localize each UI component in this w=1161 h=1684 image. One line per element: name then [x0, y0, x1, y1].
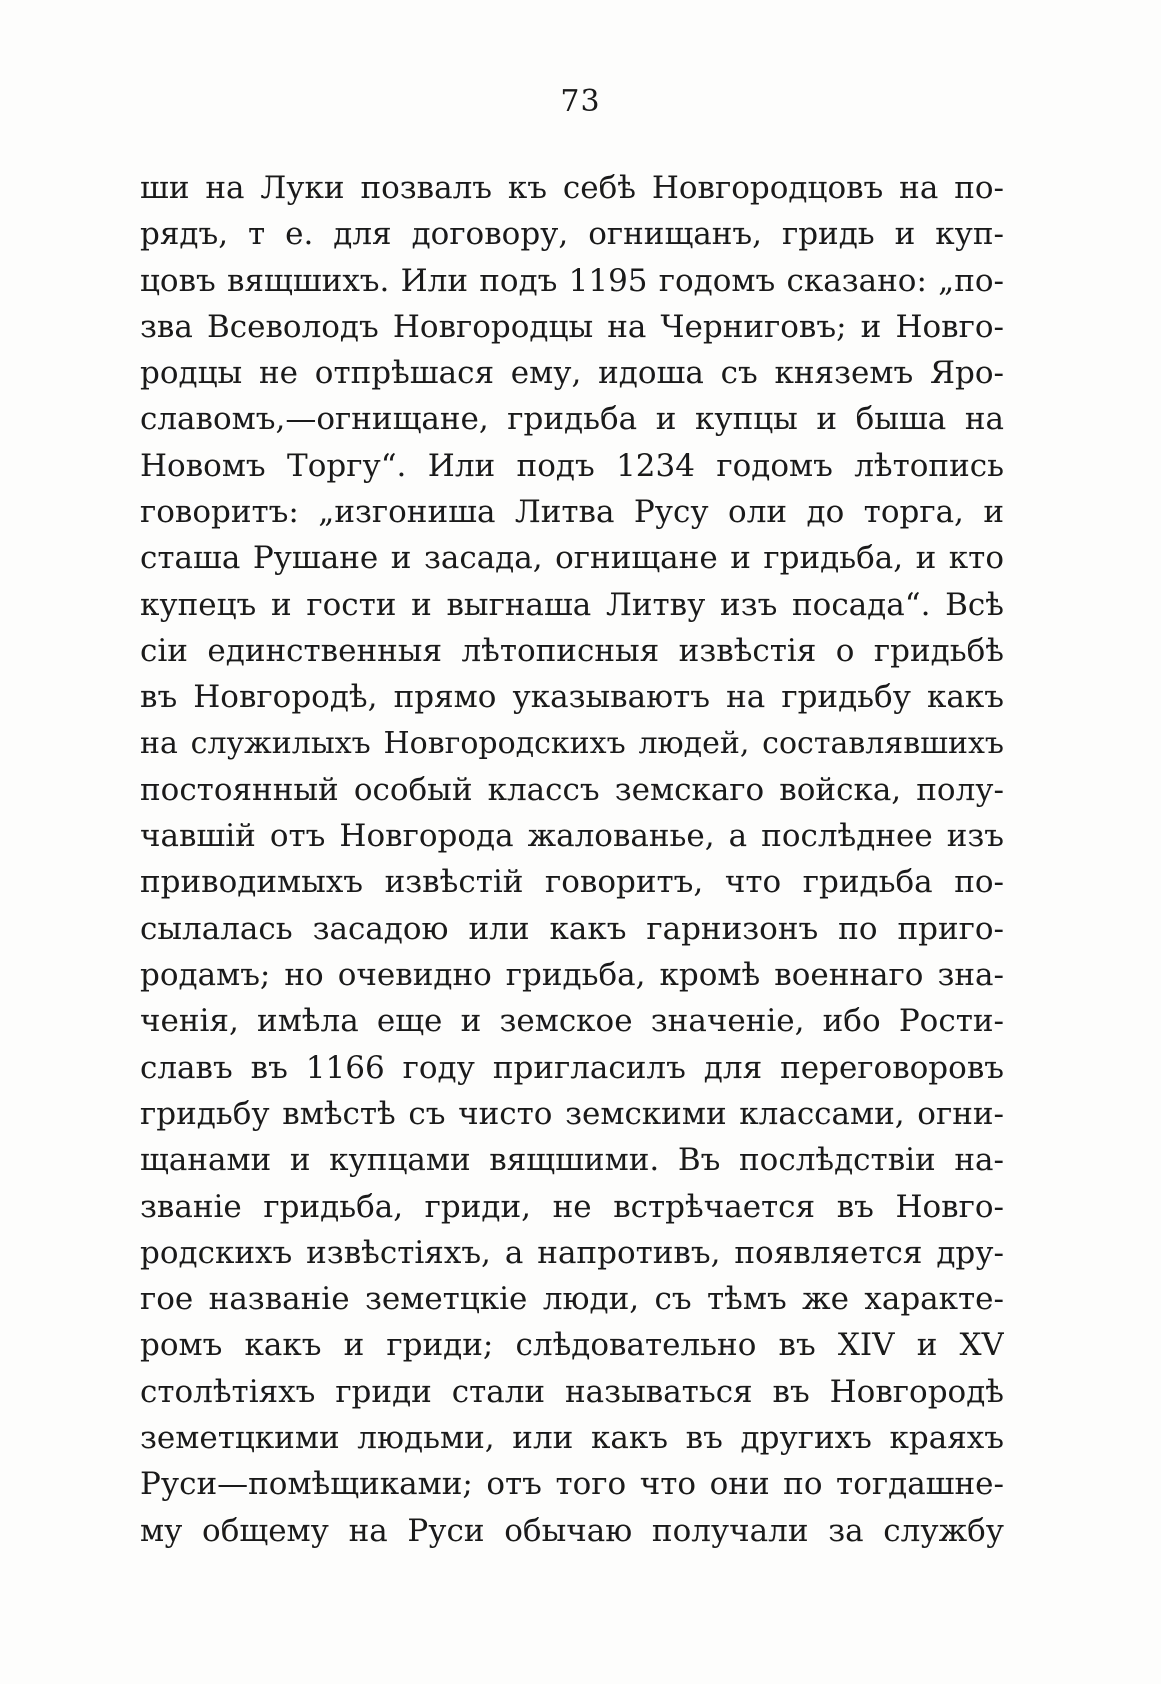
text-line: въ Новгородѣ, прямо указываютъ на гридьбу какъ: [140, 679, 1004, 716]
text-line: земетцкими людьми, или какъ въ другихъ краяхъ: [140, 1420, 1004, 1457]
text-line: зва Всеволодъ Новгородцы на Черниговъ; и Новго-: [140, 308, 1004, 345]
text-line: ченія, имѣла еще и земское значеніе, ибо Рости-: [140, 1003, 1004, 1040]
text-line: родцы не отпрѣшася ему, идоша съ княземъ Яро-: [140, 355, 1004, 392]
text-line: званіе гридьба, гриди, не встрѣчается въ Новго-: [140, 1188, 1004, 1225]
text-line: му общему на Руси обычаю получали за службу: [140, 1512, 1004, 1549]
text-line: гое названіе земетцкіе люди, съ тѣмъ же характе-: [140, 1281, 1004, 1318]
text-line: славомъ,—огнищане, гридьба и купцы и быша на: [140, 401, 1004, 438]
text-line: сіи единственныя лѣтописныя извѣстія о гридьбѣ: [140, 632, 1004, 669]
text-line: рядъ, т е. для договору, огнищанъ, гридь и куп-: [140, 216, 1004, 253]
text-line: приводимыхъ извѣстій говоритъ, что гридьба по-: [140, 864, 1004, 901]
text-line: цовъ вящшихъ. Или подъ 1195 годомъ сказано: „по-: [140, 262, 1004, 299]
text-line: славъ въ 1166 году пригласилъ для переговоровъ: [140, 1049, 1004, 1086]
text-line: на служилыхъ Новгородскихъ людей, составлявшихъ: [140, 725, 1004, 761]
text-line: щанами и купцами вящшими. Въ послѣдствіи на-: [140, 1142, 1004, 1179]
text-line: чавшій отъ Новгорода жалованье, а послѣднее изъ: [140, 818, 1004, 855]
text-line: ромъ какъ и гриди; слѣдовательно въ XIV и XV: [140, 1327, 1004, 1364]
text-line: постоянный особый классъ земскаго войска, полу-: [140, 771, 1004, 808]
text-line: купецъ и гости и выгнаша Литву изъ посада“. Всѣ: [140, 586, 1004, 623]
page-number: 73: [560, 84, 601, 119]
text-line: говоритъ: „изгониша Литва Русу оли до торга, и: [140, 494, 1004, 531]
text-line: столѣтіяхъ гриди стали называться въ Новгородѣ: [140, 1373, 1004, 1410]
text-line: Руси—помѣщиками; отъ того что они по тогдашне-: [140, 1466, 1004, 1503]
text-line: родамъ; но очевидно гридьба, кромѣ военнаго зна-: [140, 957, 1004, 994]
text-line: Новомъ Торгу“. Или подъ 1234 годомъ лѣтопись: [140, 447, 1004, 484]
text-line: гридьбу вмѣстѣ съ чисто земскими классами, огни-: [140, 1095, 1004, 1132]
text-line: ши на Луки позвалъ къ себѣ Новгородцовъ на по-: [140, 170, 1004, 206]
text-line: родскихъ извѣстіяхъ, а напротивъ, появляется дру-: [140, 1234, 1004, 1271]
text-line: сылалась засадою или какъ гарнизонъ по приго-: [140, 910, 1004, 947]
body-text: [140, 165, 1004, 1554]
text-line: сташа Рушане и засада, огнищане и гридьба, и кто: [140, 540, 1004, 577]
